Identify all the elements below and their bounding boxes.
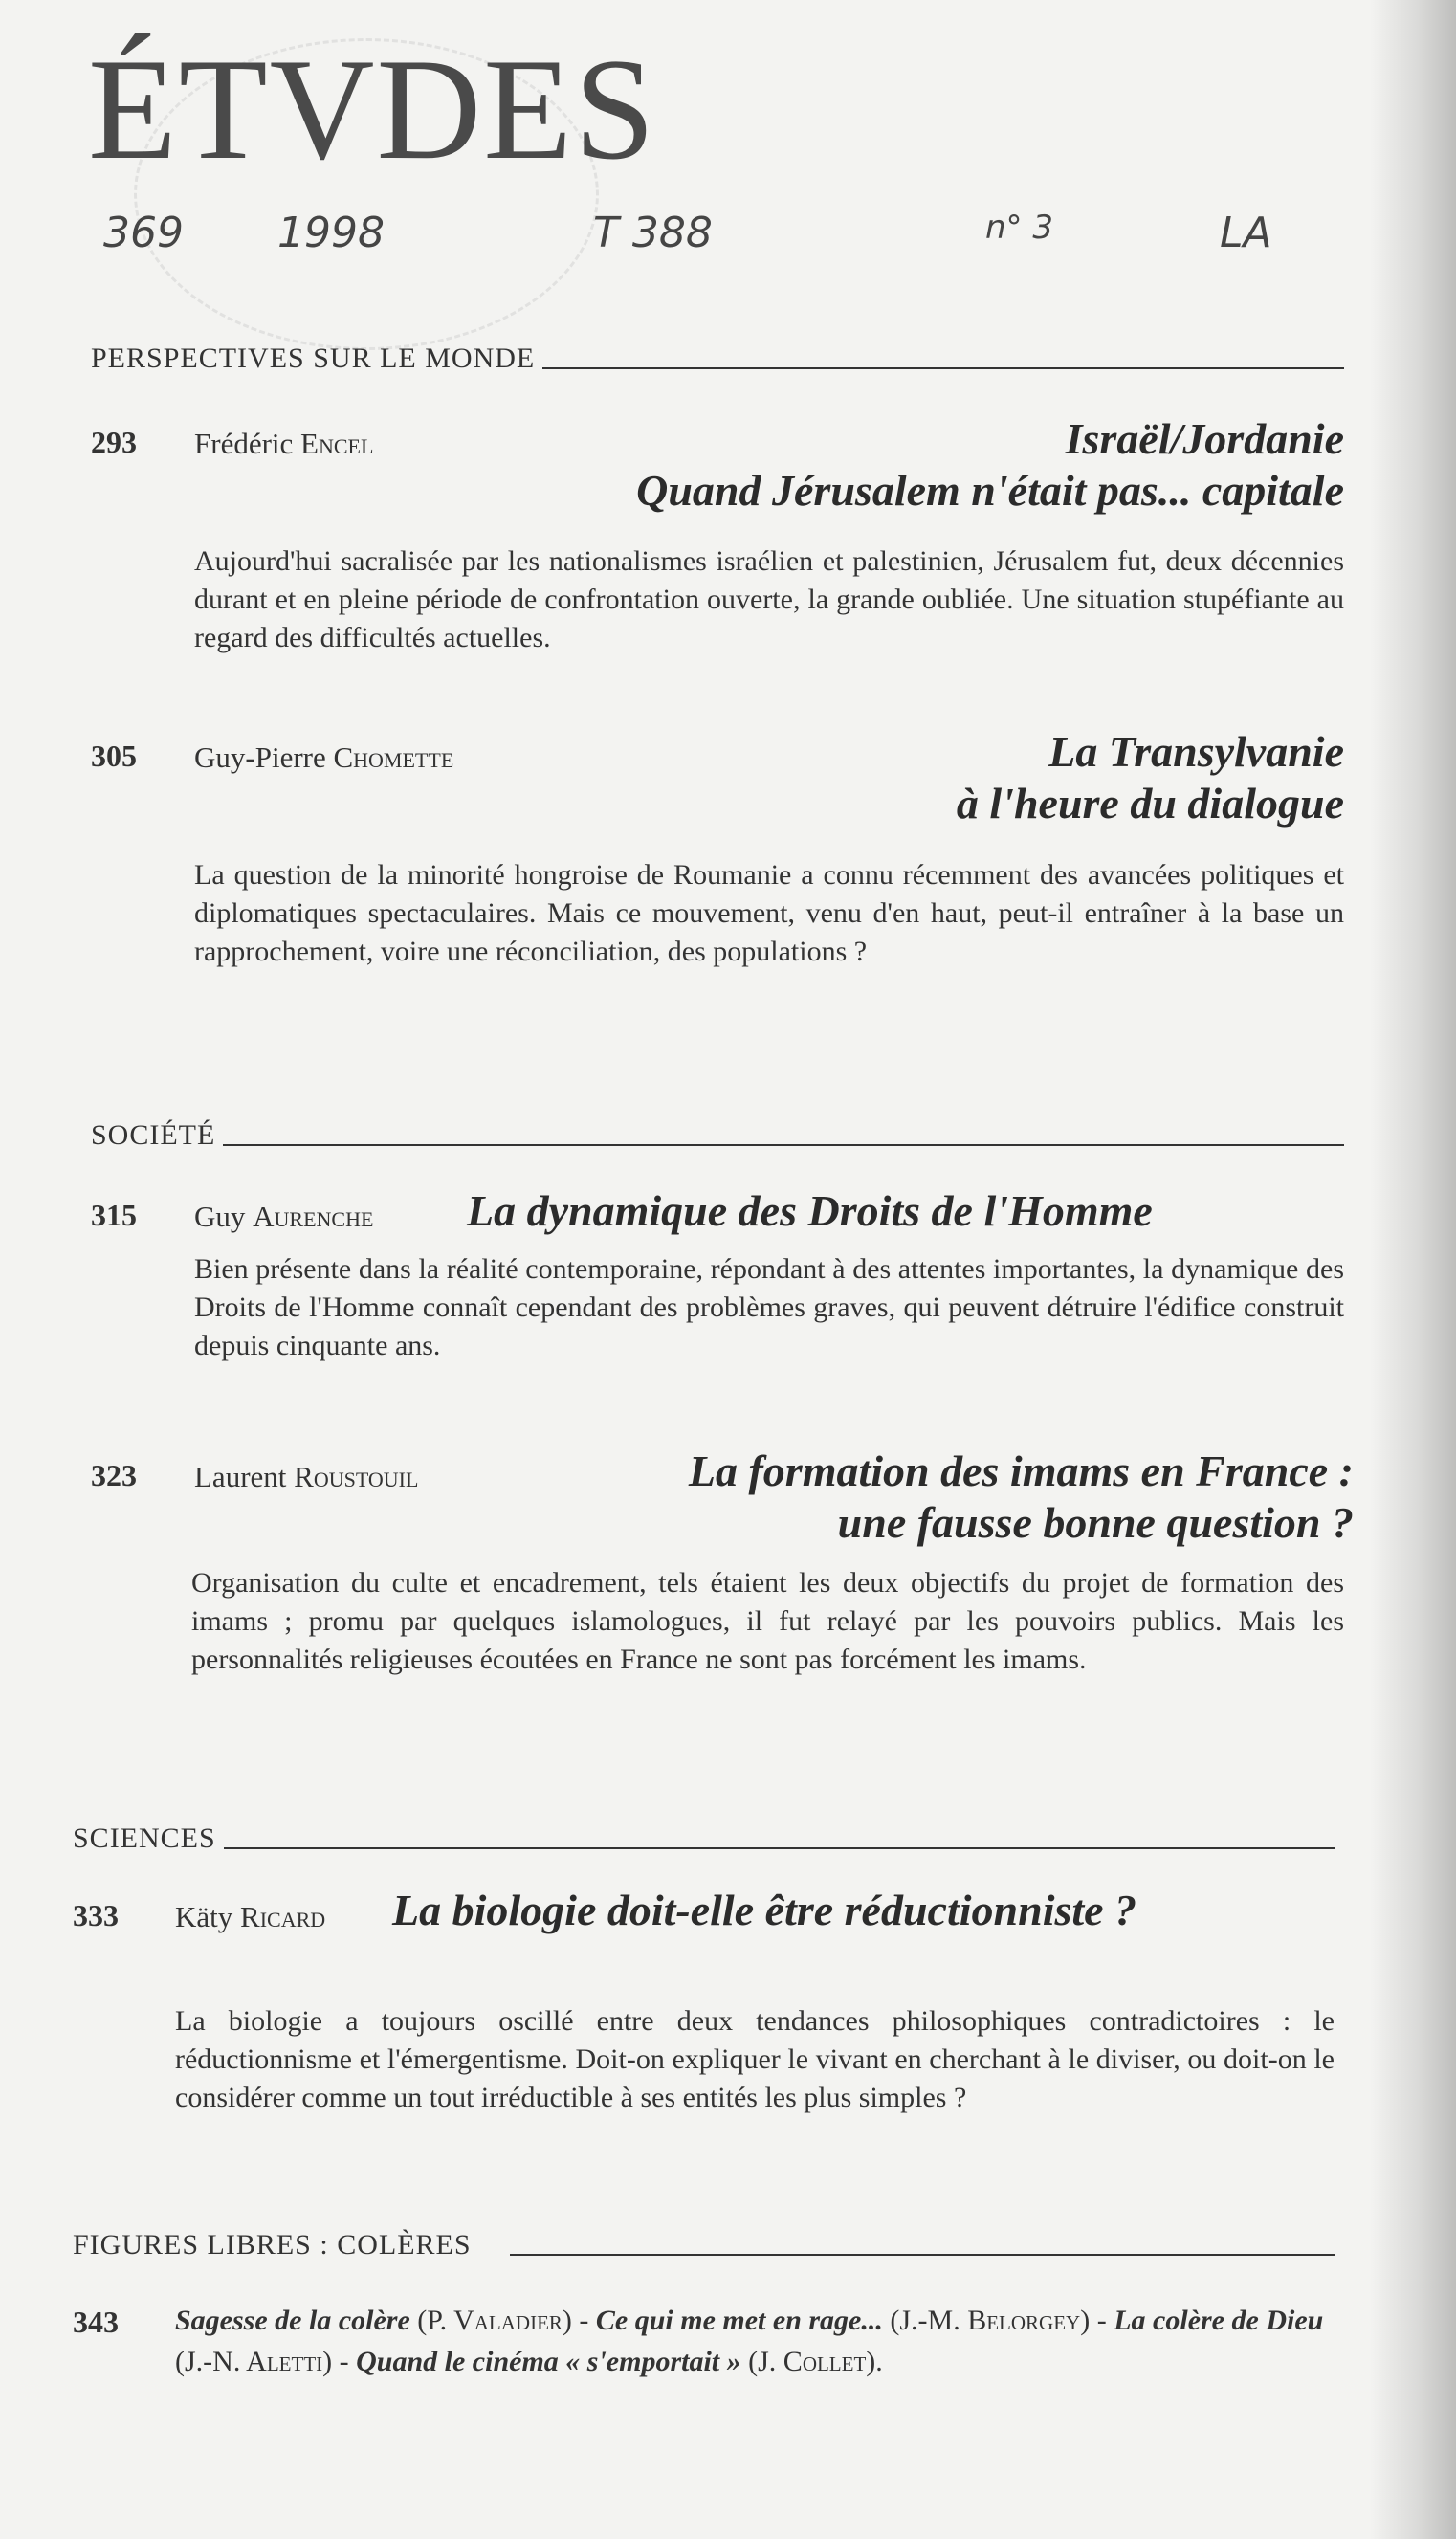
author-first-name: Guy-Pierre bbox=[194, 740, 326, 774]
shelfmark-tome: T 388 bbox=[593, 209, 713, 257]
essay-title[interactable]: La colère de Dieu bbox=[1114, 2305, 1324, 2336]
author-last-name: Ricard bbox=[240, 1900, 326, 1933]
author-last-name: Chomette bbox=[333, 740, 454, 774]
title-line: La formation des imams en France : bbox=[688, 1446, 1354, 1495]
article-abstract: Organisation du culte et encadrement, tels étaient les deux objectifs du projet de formation des imams ; promu par quelques islamologues, il fut relayé par les pouvoirs publics. Mais les personnalités religieuses écoutées en France ne sont pas forcément les imams. bbox=[191, 1567, 1344, 1675]
article-abstract: Aujourd'hui sacralisée par les nationalismes israélien et palestinien, Jérusalem fut, deux décennies durant et en pleine période de confrontation ouverte, la grande oubliée. Une situation stupéfiante au regard des difficultés actuelles. bbox=[194, 545, 1344, 653]
section-sciences bbox=[73, 1822, 1335, 1855]
article-author bbox=[175, 1900, 325, 1934]
section-title: PERSPECTIVES SUR LE MONDE bbox=[91, 342, 536, 374]
title-line: à l'heure du dialogue bbox=[956, 779, 1344, 828]
journal-masthead: ÉTVDES bbox=[88, 29, 657, 189]
title-line: La Transylvanie bbox=[1048, 727, 1344, 776]
article-abstract: Bien présente dans la réalité contemporaine, répondant à des attentes importantes, la dynamique des Droits de l'Homme connaît cependant des problèmes graves, qui peuvent détruire l'édifice construit depuis cinquante ans. bbox=[194, 1253, 1344, 1361]
article-author bbox=[194, 1200, 373, 1234]
page-spine-shadow bbox=[1370, 0, 1456, 2539]
section-title: FIGURES LIBRES : COLÈRES bbox=[73, 2229, 472, 2261]
author-last-name: Aurenche bbox=[253, 1200, 374, 1233]
section-perspectives bbox=[91, 342, 1344, 375]
section-rule bbox=[542, 367, 1344, 369]
article-title[interactable] bbox=[670, 726, 1344, 829]
essay-separator: - bbox=[1090, 2305, 1114, 2336]
section-title: SCIENCES bbox=[73, 1822, 216, 1854]
title-line: Quand Jérusalem n'était pas... capitale bbox=[636, 466, 1344, 515]
article-title[interactable] bbox=[502, 1446, 1354, 1549]
article-author bbox=[194, 1460, 418, 1494]
section-rule bbox=[223, 1144, 1344, 1146]
essay-author: (J.-M. Belorgey) bbox=[890, 2305, 1091, 2336]
author-last-name: Roustouil bbox=[294, 1460, 419, 1493]
section-societe bbox=[91, 1119, 1344, 1152]
article-page-number: 305 bbox=[91, 739, 137, 773]
title-line: La dynamique des Droits de l'Homme bbox=[467, 1186, 1153, 1235]
essay-author: (J. Collet). bbox=[748, 2346, 883, 2377]
section-rule bbox=[510, 2254, 1335, 2256]
essay-author: (P. Valadier) bbox=[417, 2305, 572, 2336]
section-rule bbox=[224, 1847, 1335, 1849]
author-first-name: Frédéric bbox=[194, 427, 294, 460]
shelfmark-code: LA bbox=[1220, 209, 1272, 257]
article-author bbox=[194, 427, 373, 461]
author-first-name: Guy bbox=[194, 1200, 246, 1233]
article-page-number: 293 bbox=[91, 425, 137, 459]
section-figures-libres bbox=[73, 2229, 1335, 2262]
article-page-number: 315 bbox=[91, 1198, 137, 1232]
article-title[interactable] bbox=[467, 1185, 1153, 1237]
article-page-number: 343 bbox=[73, 2305, 119, 2339]
title-line: Israël/Jordanie bbox=[1065, 414, 1344, 463]
title-line: La biologie doit-elle être réductionniste ? bbox=[392, 1886, 1137, 1934]
article-page-number: 333 bbox=[73, 1898, 119, 1932]
figures-libres-list bbox=[175, 2300, 1335, 2382]
essay-separator: - bbox=[332, 2346, 357, 2377]
article-title[interactable] bbox=[392, 1885, 1136, 1936]
essay-title[interactable]: Sagesse de la colère bbox=[175, 2305, 410, 2336]
title-line: une fausse bonne question ? bbox=[837, 1498, 1354, 1547]
shelfmark-volume: 369 bbox=[103, 209, 184, 257]
article-abstract: La question de la minorité hongroise de Roumanie a connu récemment des avancées politiques et diplomatiques spectaculaires. Mais ce mouvement, venu d'en haut, peut-il entraîner à la base un rapprochement, voire une réconciliation, des populations ? bbox=[194, 859, 1344, 967]
essay-title[interactable]: Quand le cinéma « s'emportait » bbox=[356, 2346, 741, 2377]
section-title: SOCIÉTÉ bbox=[91, 1119, 216, 1151]
author-last-name: Encel bbox=[300, 427, 374, 460]
essay-title[interactable]: Ce qui me met en rage... bbox=[595, 2305, 883, 2336]
article-author bbox=[194, 740, 453, 775]
author-first-name: Laurent bbox=[194, 1460, 287, 1493]
article-abstract: La biologie a toujours oscillé entre deux tendances philosophiques contradictoires : le réductionnisme et l'émergentisme. Doit-on expliquer le vivant en cherchant à le diviser, ou doit-on le considérer comme un tout irréductible à ses entités les plus simples ? bbox=[175, 2005, 1335, 2113]
article-page-number: 323 bbox=[91, 1458, 137, 1492]
shelfmark-issue: n° 3 bbox=[985, 209, 1053, 247]
article-title[interactable] bbox=[402, 413, 1344, 517]
essay-separator: - bbox=[571, 2305, 596, 2336]
author-first-name: Käty bbox=[175, 1900, 233, 1933]
shelfmark-year: 1998 bbox=[277, 209, 385, 257]
essay-author: (J.-N. Aletti) bbox=[175, 2346, 333, 2377]
